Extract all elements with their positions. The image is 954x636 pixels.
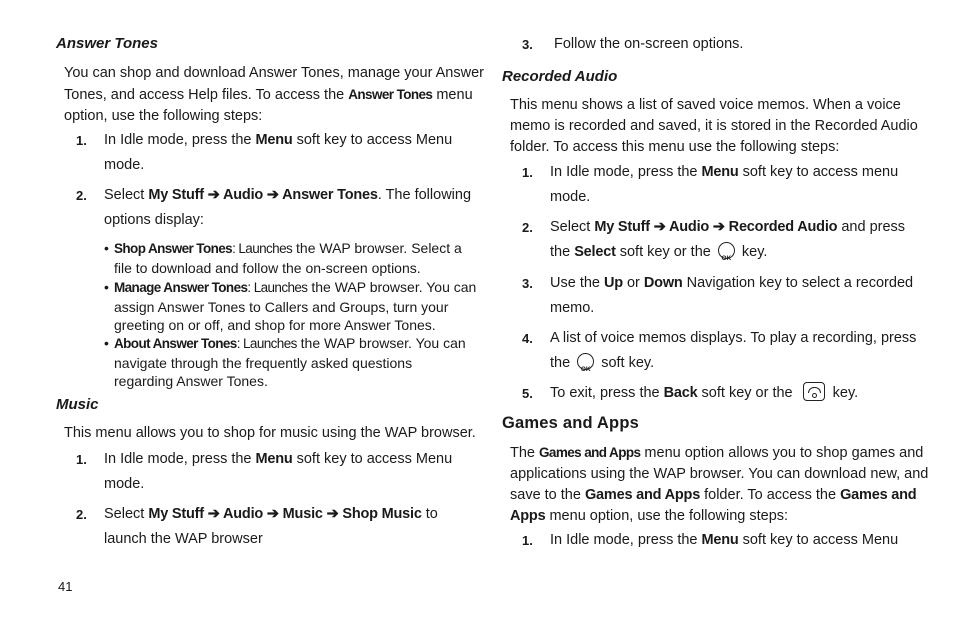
recorded-audio-intro: This menu shows a list of saved voice memos. When a voice memo is recorded and saved, it is stored in the Recorded Audio folder. To access this menu use the following steps:: [510, 97, 918, 155]
page-number: 41: [58, 579, 73, 594]
end-key-icon: [803, 382, 825, 401]
heading-games-and-apps: Games and Apps: [502, 414, 639, 432]
ok-key-icon: [718, 242, 735, 259]
bold-answer-tones: Answer Tones: [348, 87, 433, 102]
music-intro: This menu allows you to shop for music using the WAP browser.: [64, 425, 476, 441]
games-apps-intro: The Games and Apps menu option allows you to shop games and applications using the WAP browser. You can download new, and save to the Games and Apps folder. To access the Games and Apps menu option, use the following steps:: [510, 445, 929, 524]
ok-key-icon: [577, 353, 594, 370]
heading-recorded-audio: Recorded Audio: [502, 68, 618, 85]
heading-answer-tones: Answer Tones: [56, 35, 158, 52]
answer-tones-intro: You can shop and download Answer Tones, manage your Answer Tones, and access Help files. To access the Answer Tones menu option, use the following steps:: [64, 65, 484, 124]
heading-music: Music: [56, 396, 99, 413]
